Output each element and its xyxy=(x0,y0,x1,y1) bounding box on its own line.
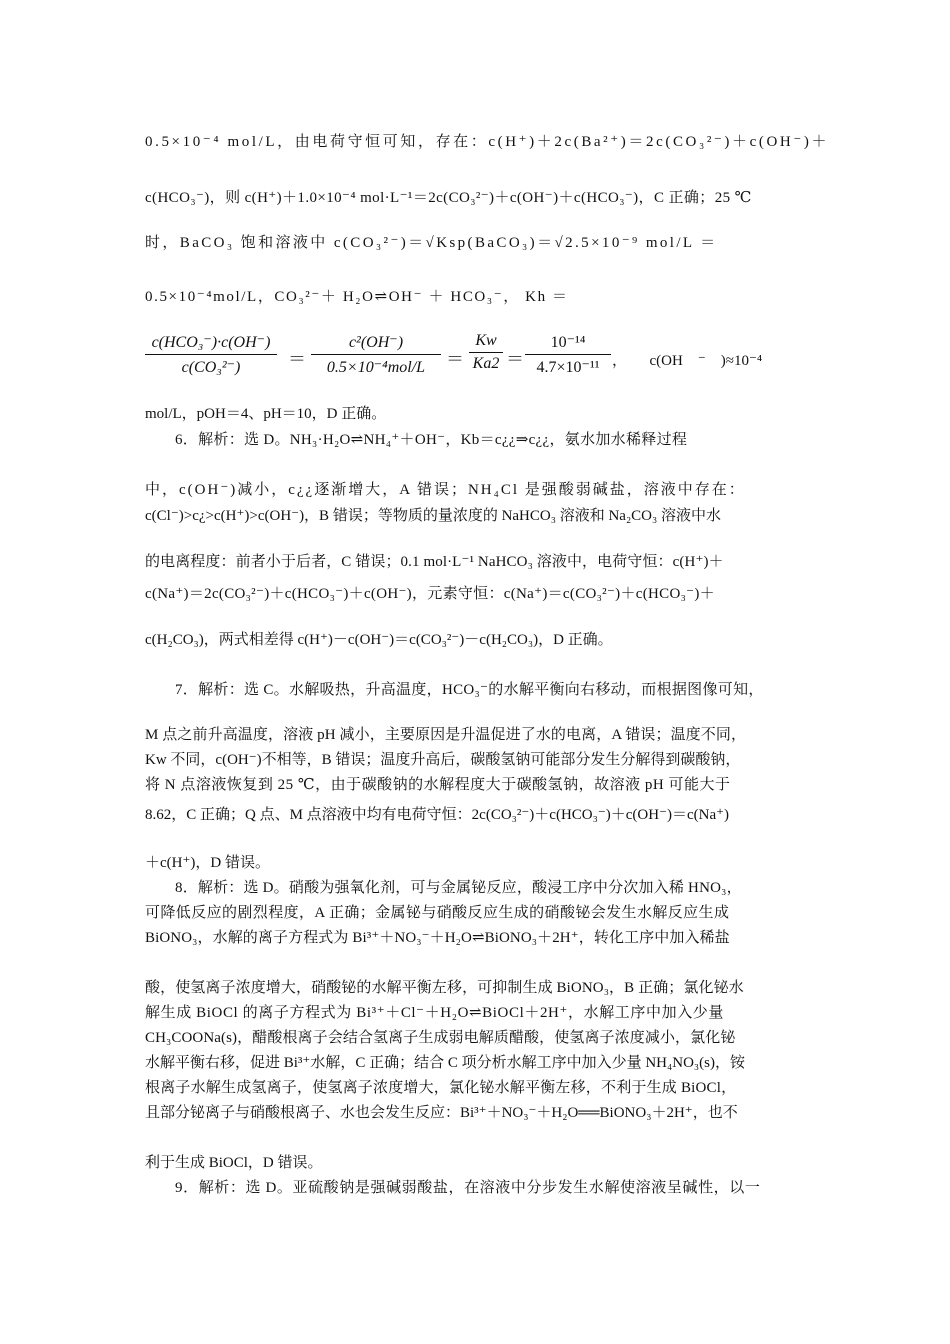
equals-sign-2: ＝ xyxy=(446,349,464,369)
fraction-2 xyxy=(311,332,441,377)
text-line: CH₃COONa(s)，醋酸根离子会结合氢离子生成弱电解质醋酸，使氢离子浓度减小，氯化铋 xyxy=(145,1030,736,1046)
text-line: 将 N 点溶液恢复到 25 ℃，由于碳酸钠的水解程度大于碳酸氢钠，故溶液 pH 可能大于 xyxy=(145,777,731,793)
fraction-2-numerator: c²(OH⁻) xyxy=(311,332,441,355)
text-line: c(HCO₃⁻)，则 c(H⁺)＋1.0×10⁻⁴ mol·L⁻¹＝2c(CO₃²⁻)＋c(OH⁻)＋c(HCO₃⁻)，C 正确；25 ℃ xyxy=(145,190,752,206)
text-line: 解生成 BiOCl 的离子方程式为 Bi³⁺＋Cl⁻＋H₂O⇌BiOCl＋2H⁺，水解工序中加入少量 xyxy=(145,1005,724,1021)
fraction-3-numerator: Kw xyxy=(469,332,503,353)
equation-tail: ， c(OH ⁻ )≈10⁻⁴ xyxy=(612,353,763,369)
text-line: mol/L，pOH＝4、pH＝10，D 正确。 xyxy=(145,406,387,422)
text-line: ＋c(H⁺)，D 错误。 xyxy=(145,855,270,871)
fraction-1-numerator: c(HCO₃⁻)·c(OH⁻) xyxy=(145,332,277,355)
fraction-1-denominator: c(CO₃²⁻) xyxy=(181,359,241,376)
text-line: Kw 不同，c(OH⁻)不相等，B 错误；温度升高后，碳酸氢钠可能部分发生分解得到碳酸钠， xyxy=(145,752,741,768)
text-line: 且部分铋离子与硝酸根离子、水也会发生反应：Bi³⁺＋NO₃⁻＋H₂O══BiONO₃＋2H⁺，也不 xyxy=(145,1105,738,1121)
text-line: 的电离程度：前者小于后者，C 错误；0.1 mol·L⁻¹ NaHCO₃ 溶液中，电荷守恒：c(H⁺)＋ xyxy=(145,554,724,570)
equals-sign-1: ＝ xyxy=(288,349,306,369)
text-line: 0.5×10⁻⁴mol/L，CO₃²⁻＋ H₂O⇌OH⁻ ＋ HCO₃⁻， Kh ＝ xyxy=(145,289,569,305)
text-line: c(H₂CO₃)，两式相差得 c(H⁺)－c(OH⁻)＝c(CO₃²⁻)－c(H₂CO₃)，D 正确。 xyxy=(145,632,613,648)
text-line: 时，BaCO₃ 饱和溶液中 c(CO₃²⁻)＝√Ksp(BaCO₃)＝√2.5×10⁻⁹ mol/L ＝ xyxy=(145,235,718,251)
fraction-3 xyxy=(469,332,503,373)
text-line: c(Cl⁻)>c¿>c(H⁺)>c(OH⁻)，B 错误；等物质的量浓度的 NaHCO₃ 溶液和 Na₂CO₃ 溶液中水 xyxy=(145,508,721,524)
fraction-4 xyxy=(525,332,611,377)
text-line: 0.5×10⁻⁴ mol/L，由电荷守恒可知，存在：c(H⁺)＋2c(Ba²⁺)＝2c(CO₃²⁻)＋c(OH⁻)＋ xyxy=(145,134,830,150)
text-line: 根离子水解生成氢离子，使氢离子浓度增大，氯化铋水解平衡左移，不利于生成 BiOCl， xyxy=(145,1080,737,1096)
text-line: 中，c(OH⁻)减小，c¿¿逐渐增大，A 错误；NH₄Cl 是强酸弱碱盐，溶液中存在： xyxy=(145,482,746,498)
fraction-4-numerator: 10⁻¹⁴ xyxy=(525,332,611,355)
text-line: 7．解析：选 C。水解吸热，升高温度，HCO₃⁻的水解平衡向右移动，而根据图像可知， xyxy=(175,682,764,698)
fraction-3-denominator: Ka2 xyxy=(472,355,500,372)
text-line: 8．解析：选 D。硝酸为强氧化剂，可与金属铋反应，酸浸工序中分次加入稀 HNO₃， xyxy=(175,880,742,896)
fraction-4-denominator: 4.7×10⁻¹¹ xyxy=(536,359,600,376)
fraction-1 xyxy=(145,332,277,377)
text-line: 9．解析：选 D。亚硫酸钠是强碱弱酸盐，在溶液中分步发生水解使溶液呈碱性，以一 xyxy=(175,1180,761,1196)
text-line: 酸，使氢离子浓度增大，硝酸铋的水解平衡左移，可抑制生成 BiONO₃，B 正确；氯化铋水 xyxy=(145,980,744,996)
text-line: 6．解析：选 D。NH₃·H₂O⇌NH₄⁺＋OH⁻，Kb＝c¿¿⇒c¿¿，氨水加水稀释过程 xyxy=(175,432,688,448)
text-line: BiONO₃，水解的离子方程式为 Bi³⁺＋NO₃⁻＋H₂O⇌BiONO₃＋2H⁺，转化工序中加入稀盐 xyxy=(145,930,730,946)
text-line: 可降低反应的剧烈程度，A 正确；金属铋与硝酸反应生成的硝酸铋会发生水解反应生成 xyxy=(145,905,730,921)
fraction-2-denominator: 0.5×10⁻⁴mol/L xyxy=(326,359,426,376)
text-line: 8.62，C 正确；Q 点、M 点溶液中均有电荷守恒：2c(CO₃²⁻)＋c(HCO₃⁻)＋c(OH⁻)＝c(Na⁺) xyxy=(145,807,730,823)
text-line: 利于生成 BiOCl，D 错误。 xyxy=(145,1155,323,1171)
text-line: 水解平衡右移，促进 Bi³⁺水解，C 正确；结合 C 项分析水解工序中加入少量 NH₄NO₃(s)，铵 xyxy=(145,1055,745,1071)
equals-sign-3: ＝ xyxy=(506,349,524,369)
text-line: c(Na⁺)＝2c(CO₃²⁻)＋c(HCO₃⁻)＋c(OH⁻)，元素守恒：c(Na⁺)＝c(CO₃²⁻)＋c(HCO₃⁻)＋ xyxy=(145,586,715,602)
text-line: M 点之前升高温度，溶液 pH 减小，主要原因是升温促进了水的电离，A 错误；温度不同， xyxy=(145,727,747,743)
